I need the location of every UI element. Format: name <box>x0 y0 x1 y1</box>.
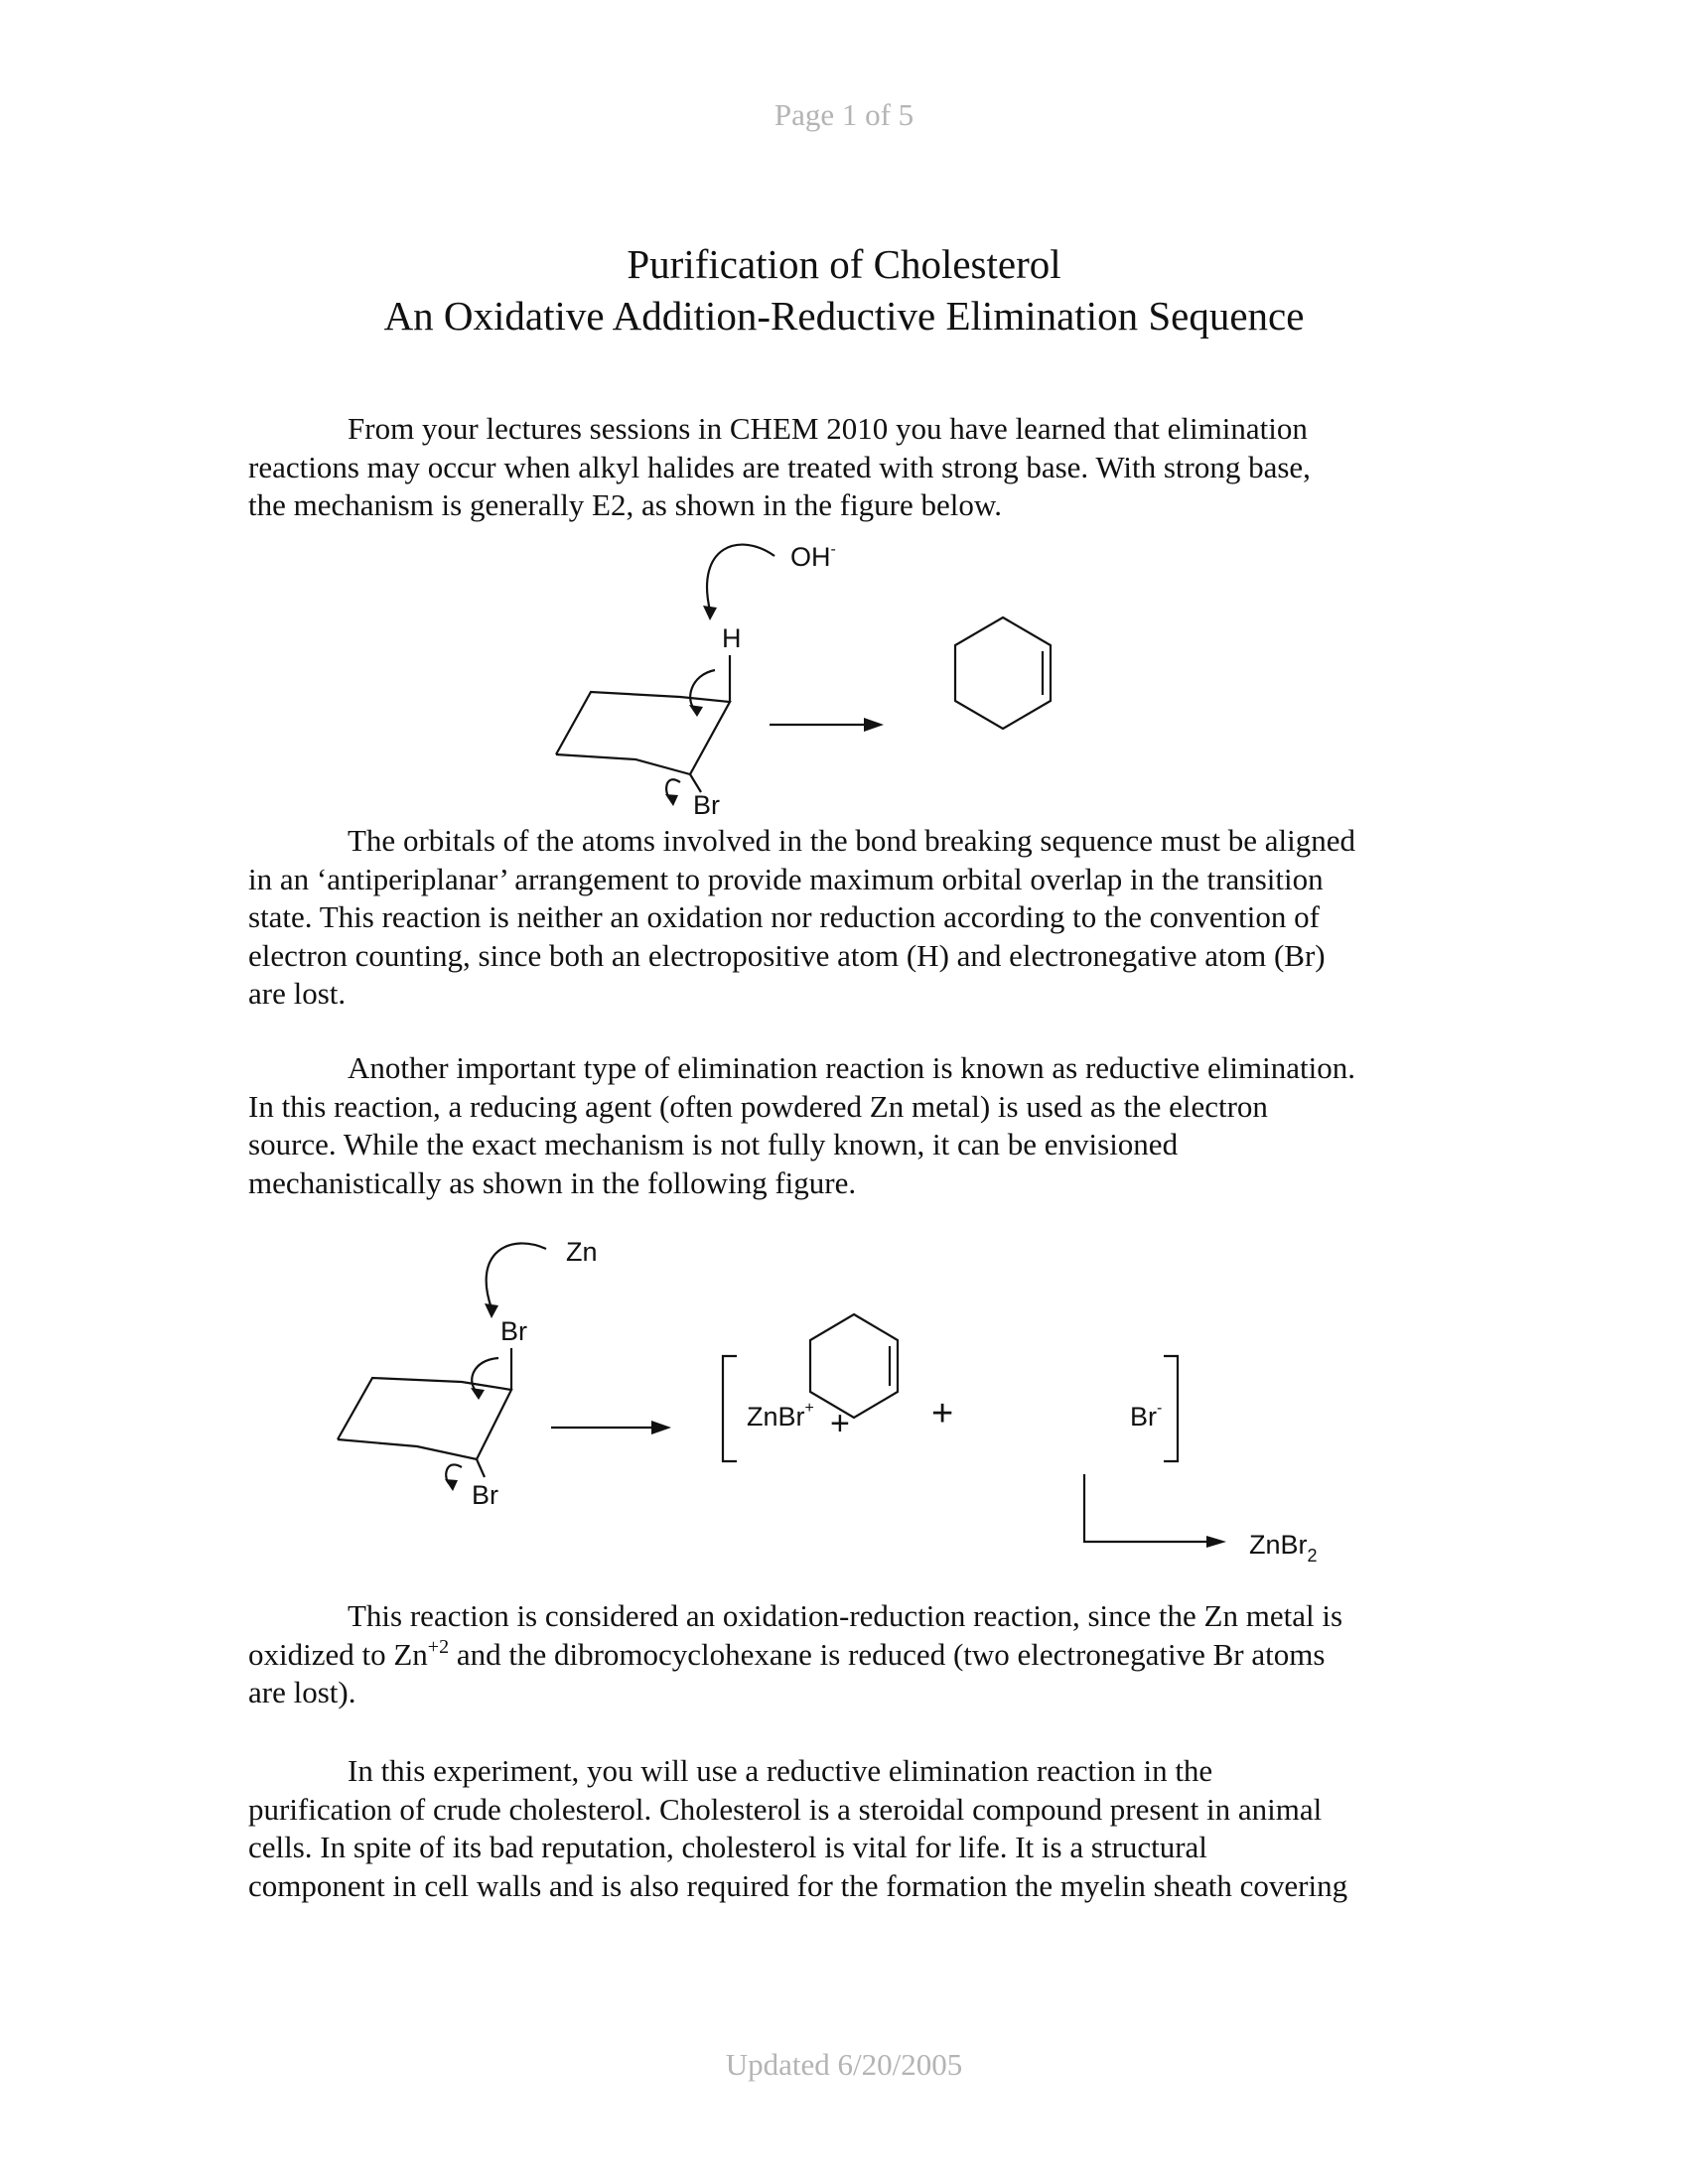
cyclohexene-ring <box>810 1314 898 1418</box>
bromine-top-label: Br <box>500 1316 527 1346</box>
reaction-arrowhead-icon <box>651 1421 671 1434</box>
paragraph-line: state. This reaction is neither an oxidation nor reduction according to the convention of <box>248 899 1320 935</box>
reductive-elimination-scheme <box>318 1231 1410 1569</box>
paragraph-line: In this experiment, you will use a reductive elimination reaction in the <box>348 1753 1213 1788</box>
plus-sign: + <box>931 1393 954 1434</box>
paragraph-line: From your lectures sessions in CHEM 2010 you have learned that elimination <box>348 411 1308 446</box>
document-title <box>0 238 1688 341</box>
curved-arrow-zn-attack <box>487 1243 546 1308</box>
znbr2-arrow <box>1084 1474 1211 1542</box>
hydrogen-label: H <box>722 623 742 653</box>
text-fragment: and the dibromocyclohexane is reduced (two electronegative Br atoms <box>449 1636 1326 1672</box>
paragraph-line: source. While the exact mechanism is not fully known, it can be envisioned <box>248 1127 1179 1162</box>
paragraph-line: In this reaction, a reducing agent (often powdered Zn metal) is used as the electron <box>248 1088 1268 1124</box>
paragraph-line: The orbitals of the atoms involved in the bond breaking sequence must be aligned <box>348 823 1355 858</box>
arrowhead-icon <box>665 794 678 806</box>
paragraph-line: component in cell walls and is also required for the formation the myelin sheath covering <box>248 1867 1348 1903</box>
paragraph-line: This reaction is considered an oxidation-reduction reaction, since the Zn metal is <box>348 1598 1343 1633</box>
paragraph-intro-e2 <box>248 410 1450 525</box>
c-br-bond-bottom <box>477 1459 485 1477</box>
hydroxide-label: OH- <box>790 541 836 572</box>
arrowhead-icon <box>485 1303 498 1318</box>
figure-reductive-elimination <box>318 1231 1410 1569</box>
text-fragment: oxidized to Zn <box>248 1636 428 1672</box>
paragraph-line <box>248 1636 1450 1675</box>
arrowhead-icon <box>471 1388 485 1400</box>
paragraph-antiperiplanar <box>248 822 1450 1014</box>
paragraph-line: are lost). <box>248 1675 356 1710</box>
arrowhead-icon <box>445 1479 458 1491</box>
paragraph-line: reactions may occur when alkyl halides are treated with strong base. With strong base, <box>248 449 1311 484</box>
left-bracket <box>723 1356 737 1461</box>
znbr2-arrowhead-icon <box>1206 1536 1226 1548</box>
page-number-header: Page 1 of 5 <box>774 97 914 132</box>
paragraph-line: purification of crude cholesterol. Cholesterol is a steroidal compound present in animal <box>248 1791 1323 1827</box>
chair-cyclohexane-ring <box>556 692 730 774</box>
znbr-cation-label: ZnBr+ <box>747 1400 814 1432</box>
reaction-arrowhead-icon <box>864 718 884 732</box>
paragraph-line: in an ‘antiperiplanar’ arrangement to provide maximum orbital overlap in the transition <box>248 861 1324 896</box>
paragraph-line: cells. In spite of its bad reputation, cholesterol is vital for life. It is a structural <box>248 1830 1207 1865</box>
paragraph-oxidation-reduction <box>248 1597 1450 1712</box>
bromine-label: Br <box>693 790 720 820</box>
inner-plus-sign: + <box>830 1405 850 1442</box>
curved-arrow-base-attack <box>707 545 774 611</box>
arrowhead-icon <box>703 606 717 620</box>
paragraph-line: mechanistically as shown in the following figure. <box>248 1164 857 1200</box>
zinc-label: Zn <box>566 1237 598 1267</box>
chair-cyclohexane-ring <box>338 1378 511 1459</box>
title-line-1: Purification of Cholesterol <box>627 241 1061 287</box>
paragraph-cholesterol <box>248 1752 1450 1905</box>
cyclohexene-ring <box>955 617 1051 729</box>
paragraph-line: Another important type of elimination reaction is known as reductive elimination. <box>348 1050 1355 1085</box>
curved-arrow-bond-shift <box>690 670 715 710</box>
figure-e2-mechanism <box>536 526 1152 824</box>
title-line-2: An Oxidative Addition-Reductive Elimination Sequence <box>383 293 1305 339</box>
bromide-label: Br- <box>1130 1400 1163 1432</box>
e2-reaction-scheme <box>536 526 1152 824</box>
charge-superscript: +2 <box>427 1635 450 1658</box>
right-bracket <box>1164 1356 1178 1461</box>
updated-date-footer: Updated 6/20/2005 <box>725 2047 963 2082</box>
znbr2-label: ZnBr$_2$ <box>1249 1530 1318 1566</box>
paragraph-line: the mechanism is generally E2, as shown in the figure below. <box>248 487 1003 523</box>
paragraph-reductive-elimination <box>248 1049 1450 1202</box>
paragraph-line: electron counting, since both an electropositive atom (H) and electronegative atom (Br) <box>248 937 1326 973</box>
arrowhead-icon <box>689 705 703 717</box>
bromine-bottom-label: Br <box>472 1480 498 1510</box>
paragraph-line: are lost. <box>248 976 347 1012</box>
